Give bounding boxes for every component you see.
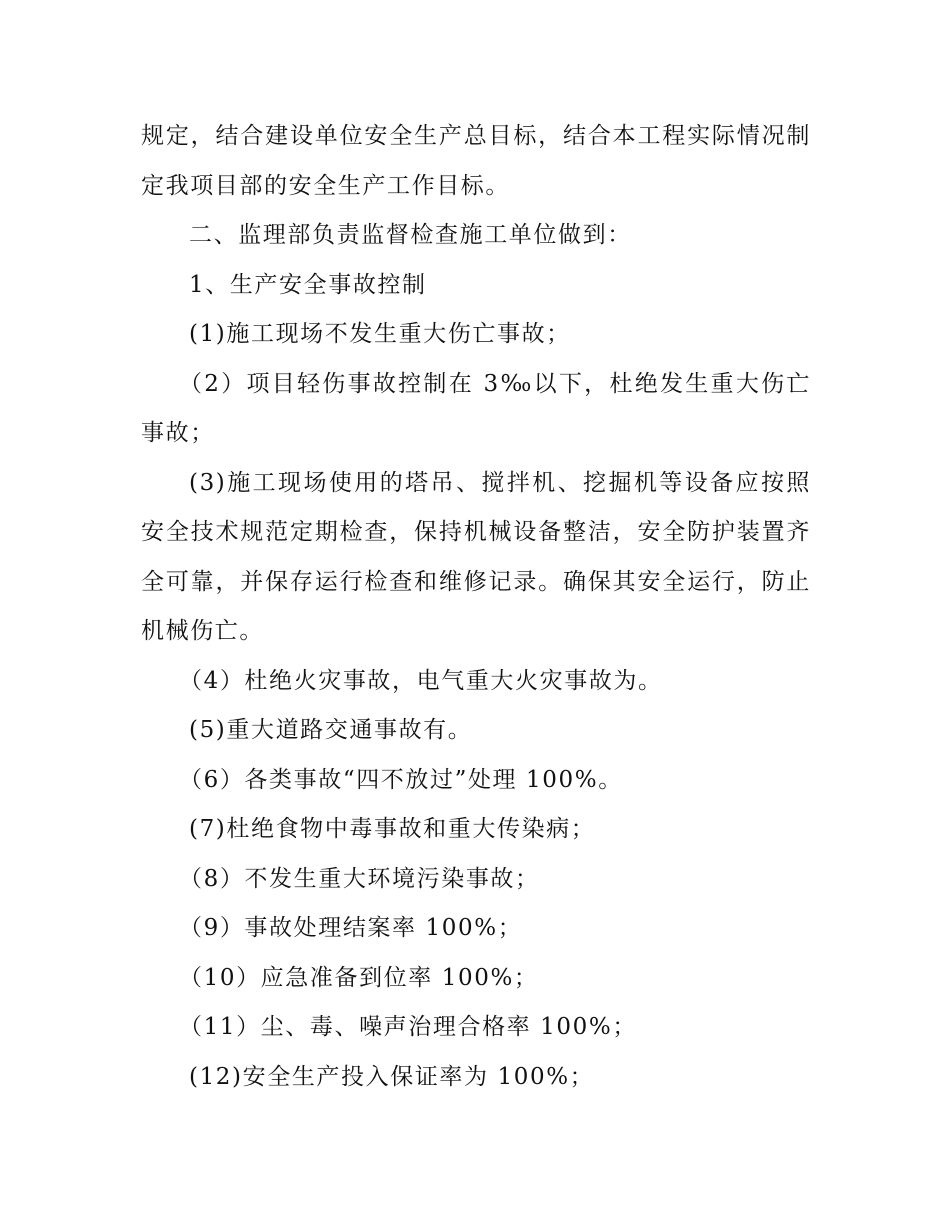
paragraph-target-statement: 规定，结合建设单位安全生产总目标，结合本工程实际情况制定我项目部的安全生产工作目标。 <box>141 123 811 199</box>
list-item-2: （2）项目轻伤事故控制在 3‰以下，杜绝发生重大伤亡事故； <box>141 370 811 446</box>
document-body <box>141 112 811 1102</box>
list-item-6: （6）各类事故“四不放过”处理 100%。 <box>179 766 623 793</box>
list-item-12: (12)安全生产投入保证率为 100%； <box>189 1063 595 1090</box>
list-item-9: （9）事故处理结案率 100%； <box>179 915 523 941</box>
subsection-heading-accident-control: 1、生产安全事故控制 <box>189 271 427 298</box>
list-item-4: （4）杜绝火灾事故，电气重大火灾事故为。 <box>179 667 663 694</box>
list-item-8: （8）不发生重大环境污染事故； <box>179 865 540 892</box>
list-item-11: （11）尘、毒、噪声治理合格率 100%； <box>179 1014 637 1040</box>
list-item-5: (5)重大道路交通事故有。 <box>189 717 473 743</box>
section-heading-supervision: 二、监理部负责监督检查施工单位做到： <box>189 222 632 248</box>
list-item-1: (1)施工现场不发生重大伤亡事故； <box>189 321 571 347</box>
list-item-3: (3)施工现场使用的塔吊、搅拌机、挖掘机等设备应按照安全技术规范定期检查，保持机械设备整洁，安全防护装置齐全可靠，并保存运行检查和维修记录。确保其安全运行，防止机械伤亡。 <box>141 469 811 644</box>
list-item-10: （10）应急准备到位率 100%； <box>179 964 539 991</box>
list-item-7: (7)杜绝食物中毒事故和重大传染病； <box>189 816 596 842</box>
